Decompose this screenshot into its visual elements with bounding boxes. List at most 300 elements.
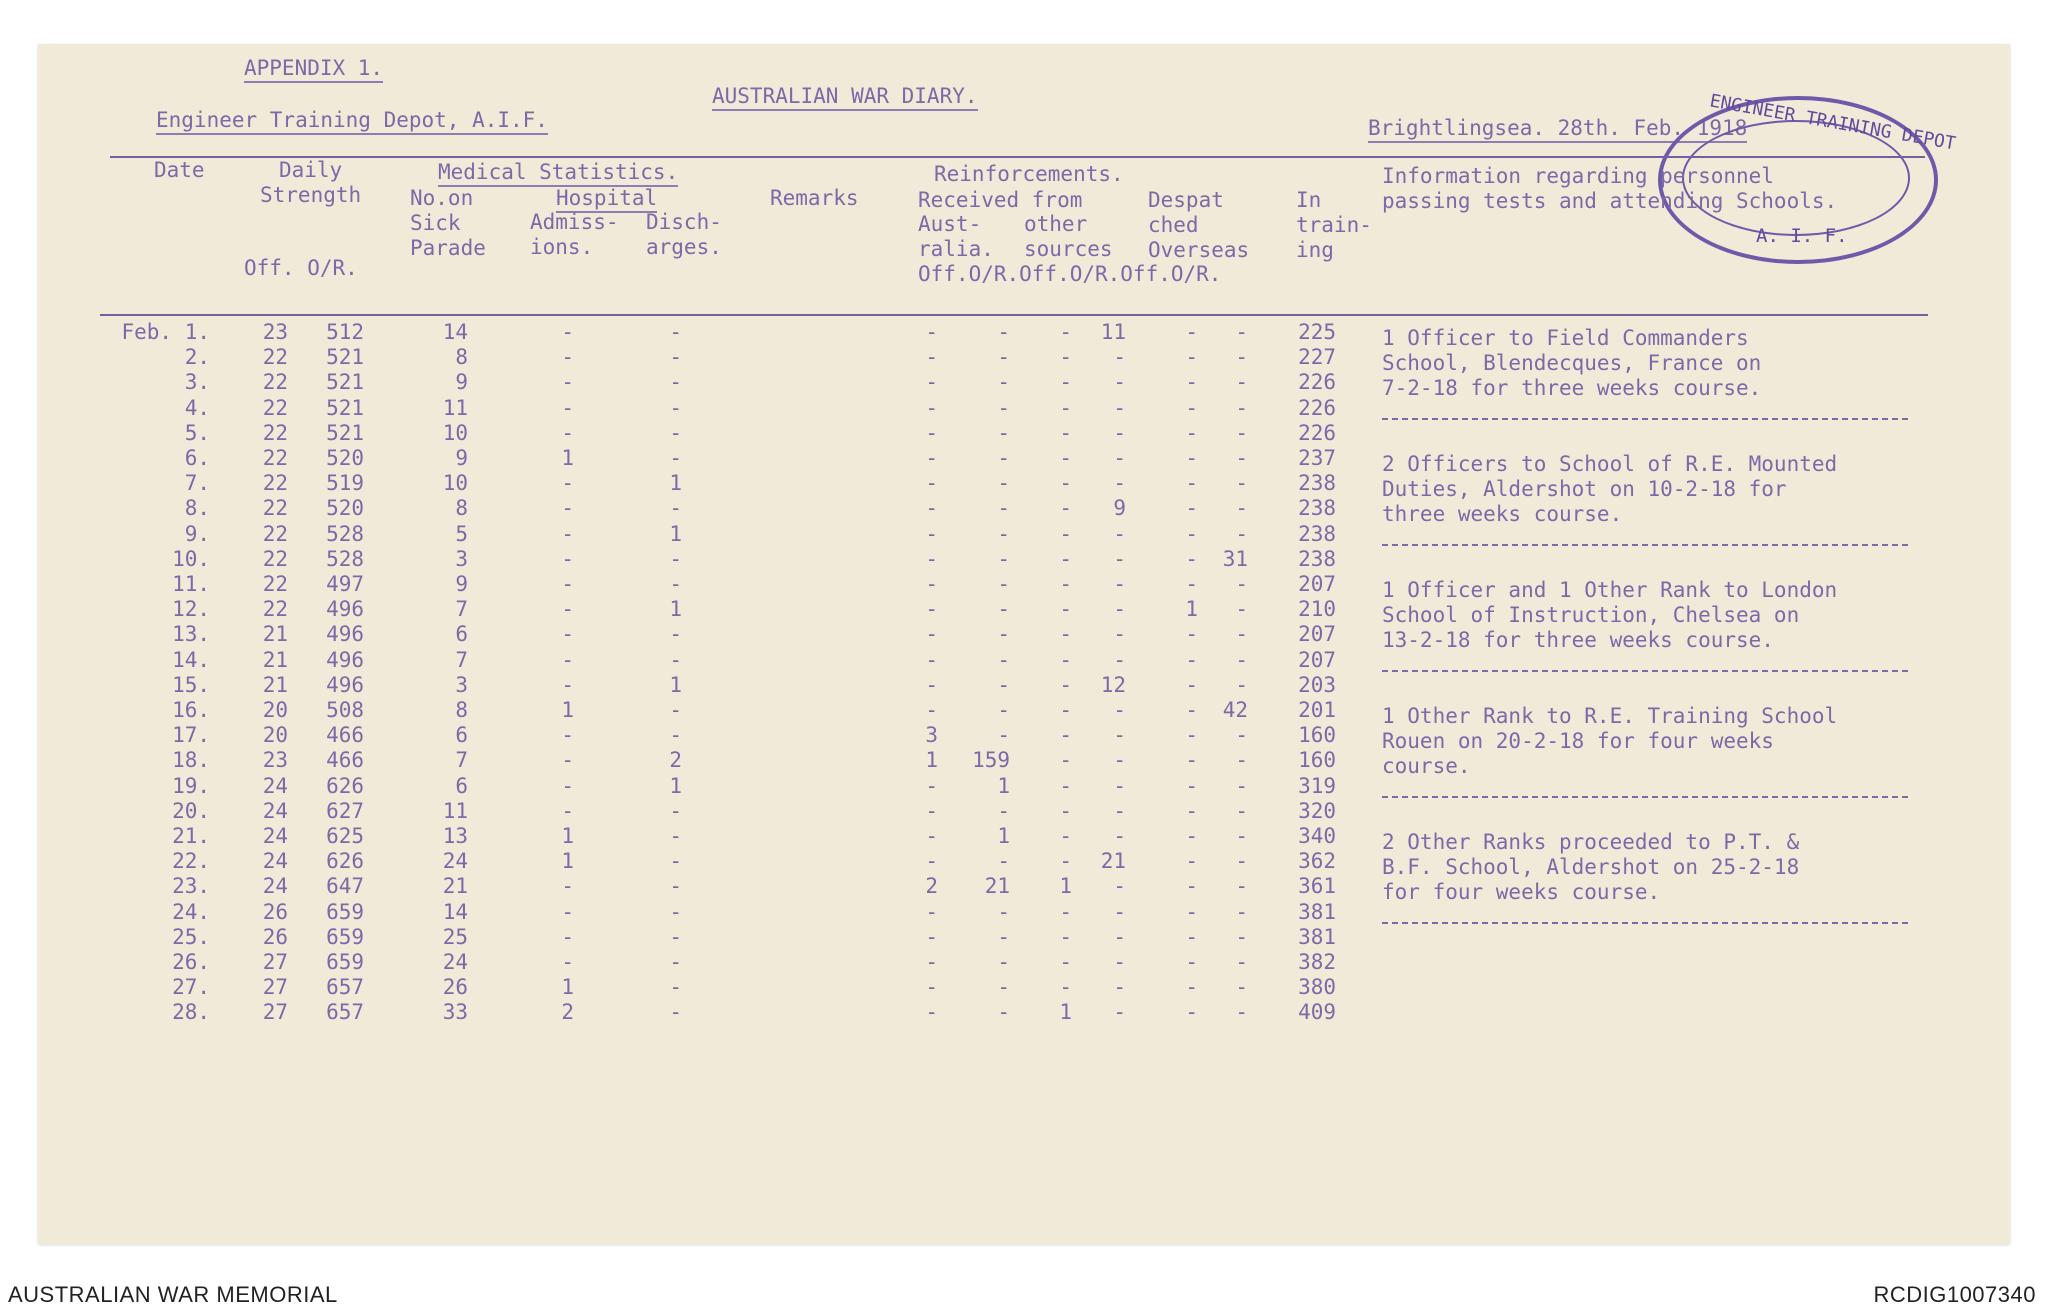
- col-other-sources: other sources: [1024, 212, 1113, 261]
- note-divider: [1382, 796, 1908, 798]
- discharges-cell: -: [669, 496, 682, 521]
- admissions-cell: -: [561, 496, 574, 521]
- desp-off-cell: -: [1185, 849, 1198, 874]
- admissions-cell: 2: [561, 1000, 574, 1025]
- admissions-cell: -: [561, 748, 574, 773]
- table-row: [0, 547, 1360, 572]
- appendix-label: APPENDIX 1.: [244, 56, 383, 83]
- desp-off-cell: -: [1185, 572, 1198, 596]
- in-training-cell: 238: [1298, 471, 1336, 496]
- in-training-cell: 210: [1298, 597, 1336, 622]
- desp-off-cell: -: [1185, 723, 1198, 748]
- aust-or-cell: 21: [984, 874, 1010, 899]
- date-cell: 22.: [172, 849, 210, 874]
- other-or-cell: -: [1113, 723, 1126, 748]
- other-ranks-cell: 647: [326, 874, 364, 899]
- sick-parade-cell: 11: [442, 798, 468, 823]
- sick-parade-cell: 6: [455, 622, 468, 647]
- desp-off-cell: -: [1185, 420, 1198, 445]
- other-off-cell: -: [1059, 320, 1072, 344]
- other-or-cell: -: [1113, 824, 1126, 848]
- aust-or-cell: -: [997, 899, 1010, 924]
- table-row: [0, 446, 1360, 471]
- aust-off-cell: -: [925, 899, 938, 924]
- other-off-cell: -: [1059, 647, 1072, 672]
- other-off-cell: 1: [1059, 1000, 1072, 1025]
- aust-off-cell: -: [925, 824, 938, 848]
- admissions-cell: 1: [561, 849, 574, 874]
- officers-cell: 23: [262, 748, 288, 773]
- in-training-cell: 238: [1298, 521, 1336, 546]
- date-cell: 26.: [172, 950, 210, 974]
- note-divider: [1382, 922, 1908, 924]
- other-off-cell: -: [1059, 672, 1072, 697]
- admissions-cell: 1: [561, 975, 574, 1000]
- sick-parade-cell: 5: [455, 521, 468, 546]
- aust-or-cell: -: [997, 420, 1010, 445]
- other-ranks-cell: 626: [326, 773, 364, 798]
- officers-cell: 24: [262, 849, 288, 874]
- other-ranks-cell: 496: [326, 622, 364, 647]
- sick-parade-cell: 14: [442, 320, 468, 344]
- in-training-cell: 319: [1298, 773, 1336, 798]
- other-ranks-cell: 521: [326, 395, 364, 420]
- sick-parade-cell: 3: [455, 546, 468, 571]
- desp-or-cell: -: [1235, 345, 1248, 370]
- table-row: [0, 320, 1360, 345]
- admissions-cell: -: [561, 723, 574, 748]
- aust-off-cell: -: [925, 471, 938, 496]
- officers-cell: 27: [262, 975, 288, 1000]
- aust-off-cell: -: [925, 798, 938, 823]
- table-row: [0, 748, 1360, 773]
- other-off-cell: -: [1059, 521, 1072, 546]
- other-off-cell: -: [1059, 975, 1072, 1000]
- date-cell: Feb. 1.: [121, 320, 210, 344]
- desp-or-cell: -: [1235, 597, 1248, 622]
- date-cell: 3.: [184, 370, 210, 395]
- officers-cell: 24: [262, 874, 288, 899]
- other-or-cell: -: [1113, 748, 1126, 773]
- desp-or-cell: 31: [1222, 546, 1248, 571]
- date-cell: 24.: [172, 899, 210, 924]
- sick-parade-cell: 7: [455, 597, 468, 622]
- other-or-cell: -: [1113, 446, 1126, 470]
- other-off-cell: -: [1059, 798, 1072, 823]
- stamp-bottom-text: A. I. F.: [1756, 225, 1848, 247]
- date-cell: 13.: [172, 622, 210, 647]
- aust-off-cell: -: [925, 597, 938, 622]
- discharges-cell: -: [669, 320, 682, 344]
- desp-off-cell: -: [1185, 320, 1198, 344]
- aust-or-cell: -: [997, 975, 1010, 1000]
- discharges-cell: -: [669, 420, 682, 445]
- desp-off-cell: -: [1185, 672, 1198, 697]
- in-training-cell: 361: [1298, 874, 1336, 899]
- table-row: [0, 522, 1360, 547]
- note-divider: [1382, 418, 1908, 420]
- aust-off-cell: -: [925, 975, 938, 1000]
- other-off-cell: -: [1059, 395, 1072, 420]
- other-off-cell: -: [1059, 849, 1072, 874]
- other-ranks-cell: 519: [326, 471, 364, 496]
- other-off-cell: -: [1059, 370, 1072, 395]
- in-training-cell: 226: [1298, 370, 1336, 395]
- header-bottom-rule: [100, 314, 1928, 316]
- other-or-cell: -: [1113, 773, 1126, 798]
- desp-off-cell: -: [1185, 874, 1198, 899]
- note-divider: [1382, 670, 1908, 672]
- desp-off-cell: -: [1185, 899, 1198, 924]
- other-or-cell: -: [1113, 924, 1126, 949]
- in-training-cell: 320: [1298, 798, 1336, 823]
- discharges-cell: -: [669, 899, 682, 924]
- date-cell: 5.: [184, 420, 210, 445]
- col-reinforcements: Reinforcements.: [934, 162, 1124, 186]
- desp-off-cell: -: [1185, 446, 1198, 470]
- admissions-cell: -: [561, 572, 574, 596]
- col-in-training: In train- ing: [1296, 188, 1372, 262]
- other-ranks-cell: 659: [326, 950, 364, 974]
- other-or-cell: -: [1113, 370, 1126, 395]
- desp-or-cell: -: [1235, 975, 1248, 1000]
- desp-off-cell: -: [1185, 622, 1198, 647]
- col-despatched: Despat ched Overseas: [1148, 188, 1250, 262]
- sick-parade-cell: 8: [455, 496, 468, 521]
- info-note: 1 Other Rank to R.E. Training School Rouen on 20-2-18 for four weeks course.: [1382, 704, 1838, 778]
- desp-or-cell: -: [1235, 395, 1248, 420]
- aust-off-cell: 1: [925, 748, 938, 773]
- aust-or-cell: 159: [972, 748, 1010, 773]
- admissions-cell: 1: [561, 824, 574, 848]
- date-cell: 7.: [184, 471, 210, 496]
- table-row: [0, 471, 1360, 496]
- other-off-cell: -: [1059, 824, 1072, 848]
- info-note: 1 Officer to Field Commanders School, Blendecques, France on 7-2-18 for three weeks course.: [1382, 326, 1762, 400]
- sick-parade-cell: 24: [442, 950, 468, 974]
- officers-cell: 23: [262, 320, 288, 344]
- table-row: [0, 799, 1360, 824]
- discharges-cell: -: [669, 1000, 682, 1025]
- officers-cell: 21: [262, 622, 288, 647]
- aust-or-cell: 1: [997, 773, 1010, 798]
- col-daily-strength: Daily Strength: [260, 158, 362, 207]
- other-off-cell: -: [1059, 924, 1072, 949]
- admissions-cell: -: [561, 471, 574, 496]
- aust-or-cell: -: [997, 723, 1010, 748]
- aust-off-cell: -: [925, 572, 938, 596]
- discharges-cell: -: [669, 723, 682, 748]
- date-cell: 15.: [172, 672, 210, 697]
- desp-off-cell: -: [1185, 924, 1198, 949]
- desp-off-cell: -: [1185, 370, 1198, 395]
- other-ranks-cell: 466: [326, 723, 364, 748]
- discharges-cell: 1: [669, 471, 682, 496]
- aust-or-cell: -: [997, 798, 1010, 823]
- in-training-cell: 160: [1298, 748, 1336, 773]
- other-off-cell: -: [1059, 420, 1072, 445]
- place-and-date: Brightlingsea. 28th. Feb. 1918: [1368, 116, 1747, 143]
- aust-or-cell: -: [997, 521, 1010, 546]
- aust-off-cell: -: [925, 370, 938, 395]
- sick-parade-cell: 10: [442, 420, 468, 445]
- in-training-cell: 380: [1298, 975, 1336, 1000]
- table-row: [0, 824, 1360, 849]
- discharges-cell: 2: [669, 748, 682, 773]
- sick-parade-cell: 26: [442, 975, 468, 1000]
- table-row: [0, 849, 1360, 874]
- note-divider: [1382, 544, 1908, 546]
- other-ranks-cell: 521: [326, 420, 364, 445]
- in-training-cell: 207: [1298, 622, 1336, 647]
- sick-parade-cell: 9: [455, 572, 468, 596]
- sick-parade-cell: 9: [455, 446, 468, 470]
- desp-off-cell: -: [1185, 546, 1198, 571]
- admissions-cell: -: [561, 345, 574, 370]
- other-or-cell: -: [1113, 345, 1126, 370]
- table-row: [0, 950, 1360, 975]
- desp-off-cell: -: [1185, 1000, 1198, 1025]
- aust-or-cell: -: [997, 849, 1010, 874]
- other-ranks-cell: 528: [326, 546, 364, 571]
- admissions-cell: -: [561, 798, 574, 823]
- desp-off-cell: -: [1185, 345, 1198, 370]
- desp-or-cell: -: [1235, 950, 1248, 974]
- officers-cell: 24: [262, 773, 288, 798]
- admissions-cell: 1: [561, 446, 574, 470]
- aust-or-cell: -: [997, 370, 1010, 395]
- aust-or-cell: -: [997, 546, 1010, 571]
- other-ranks-cell: 512: [326, 320, 364, 344]
- desp-off-cell: -: [1185, 824, 1198, 848]
- in-training-cell: 226: [1298, 395, 1336, 420]
- footer-source: AUSTRALIAN WAR MEMORIAL: [8, 1282, 338, 1307]
- desp-or-cell: -: [1235, 647, 1248, 672]
- aust-or-cell: -: [997, 446, 1010, 470]
- desp-off-cell: -: [1185, 395, 1198, 420]
- desp-or-cell: -: [1235, 824, 1248, 848]
- other-or-cell: -: [1113, 647, 1126, 672]
- desp-or-cell: -: [1235, 572, 1248, 596]
- officers-cell: 22: [262, 597, 288, 622]
- officers-cell: 22: [262, 471, 288, 496]
- desp-or-cell: -: [1235, 521, 1248, 546]
- aust-off-cell: 2: [925, 874, 938, 899]
- other-or-cell: -: [1113, 1000, 1126, 1025]
- other-off-cell: -: [1059, 723, 1072, 748]
- desp-off-cell: -: [1185, 521, 1198, 546]
- aust-off-cell: 3: [925, 723, 938, 748]
- aust-or-cell: 1: [997, 824, 1010, 848]
- other-ranks-cell: 659: [326, 924, 364, 949]
- discharges-cell: -: [669, 975, 682, 1000]
- date-cell: 10.: [172, 546, 210, 571]
- in-training-cell: 227: [1298, 345, 1336, 370]
- officers-cell: 24: [262, 824, 288, 848]
- date-cell: 4.: [184, 395, 210, 420]
- desp-off-cell: -: [1185, 798, 1198, 823]
- aust-off-cell: -: [925, 1000, 938, 1025]
- sick-parade-cell: 3: [455, 672, 468, 697]
- other-or-cell: -: [1113, 395, 1126, 420]
- officers-cell: 22: [262, 345, 288, 370]
- officers-cell: 22: [262, 521, 288, 546]
- aust-off-cell: -: [925, 420, 938, 445]
- aust-off-cell: -: [925, 950, 938, 974]
- aust-or-cell: -: [997, 698, 1010, 722]
- col-discharges: Disch- arges.: [646, 210, 722, 259]
- aust-or-cell: -: [997, 950, 1010, 974]
- date-cell: 9.: [184, 521, 210, 546]
- date-cell: 12.: [172, 597, 210, 622]
- other-off-cell: -: [1059, 597, 1072, 622]
- desp-or-cell: -: [1235, 420, 1248, 445]
- officers-cell: 22: [262, 572, 288, 596]
- date-cell: 18.: [172, 748, 210, 773]
- officers-cell: 27: [262, 1000, 288, 1025]
- officers-cell: 22: [262, 446, 288, 470]
- desp-or-cell: -: [1235, 672, 1248, 697]
- other-or-cell: -: [1113, 622, 1126, 647]
- other-or-cell: -: [1113, 874, 1126, 899]
- other-or-cell: -: [1113, 597, 1126, 622]
- admissions-cell: -: [561, 546, 574, 571]
- aust-off-cell: -: [925, 345, 938, 370]
- info-note: 2 Officers to School of R.E. Mounted Duties, Aldershot on 10-2-18 for three weeks course.: [1382, 452, 1838, 526]
- desp-or-cell: -: [1235, 874, 1248, 899]
- table-row: [0, 622, 1360, 647]
- aust-off-cell: -: [925, 446, 938, 470]
- in-training-cell: 381: [1298, 899, 1336, 924]
- other-or-cell: -: [1113, 899, 1126, 924]
- col-received-from: Received from: [918, 188, 1083, 212]
- sick-parade-cell: 6: [455, 723, 468, 748]
- table-row: [0, 975, 1360, 1000]
- other-or-cell: -: [1113, 546, 1126, 571]
- in-training-cell: 207: [1298, 572, 1336, 596]
- col-hospital: Hospital: [556, 186, 657, 213]
- col-sub-off-or: Off.O/R.Off.O/R.Off.O/R.: [918, 262, 1222, 286]
- other-off-cell: -: [1059, 622, 1072, 647]
- other-ranks-cell: 657: [326, 1000, 364, 1025]
- desp-off-cell: -: [1185, 975, 1198, 1000]
- table-row: [0, 1000, 1360, 1025]
- other-ranks-cell: 659: [326, 899, 364, 924]
- officers-cell: 21: [262, 647, 288, 672]
- desp-or-cell: -: [1235, 899, 1248, 924]
- officers-cell: 20: [262, 698, 288, 722]
- other-ranks-cell: 528: [326, 521, 364, 546]
- discharges-cell: -: [669, 546, 682, 571]
- table-row: [0, 874, 1360, 899]
- desp-off-cell: -: [1185, 748, 1198, 773]
- other-or-cell: -: [1113, 420, 1126, 445]
- in-training-cell: 340: [1298, 824, 1336, 848]
- discharges-cell: -: [669, 345, 682, 370]
- other-off-cell: -: [1059, 698, 1072, 722]
- discharges-cell: -: [669, 647, 682, 672]
- officers-cell: 22: [262, 395, 288, 420]
- in-training-cell: 225: [1298, 320, 1336, 344]
- aust-off-cell: -: [925, 622, 938, 647]
- col-medical-statistics: Medical Statistics.: [438, 160, 678, 187]
- aust-off-cell: -: [925, 672, 938, 697]
- table-row: [0, 648, 1360, 673]
- footer-id: RCDIG1007340: [1873, 1282, 2036, 1307]
- sick-parade-cell: 7: [455, 647, 468, 672]
- in-training-cell: 382: [1298, 950, 1336, 974]
- other-off-cell: -: [1059, 950, 1072, 974]
- desp-off-cell: -: [1185, 471, 1198, 496]
- desp-or-cell: -: [1235, 849, 1248, 874]
- aust-or-cell: -: [997, 345, 1010, 370]
- date-cell: 2.: [184, 345, 210, 370]
- in-training-cell: 238: [1298, 496, 1336, 521]
- in-training-cell: 362: [1298, 849, 1336, 874]
- other-ranks-cell: 627: [326, 798, 364, 823]
- other-off-cell: -: [1059, 899, 1072, 924]
- desp-or-cell: -: [1235, 370, 1248, 395]
- other-ranks-cell: 521: [326, 370, 364, 395]
- desp-or-cell: -: [1235, 496, 1248, 521]
- discharges-cell: -: [669, 874, 682, 899]
- other-or-cell: 11: [1100, 320, 1126, 344]
- desp-off-cell: -: [1185, 698, 1198, 722]
- admissions-cell: -: [561, 395, 574, 420]
- aust-off-cell: -: [925, 773, 938, 798]
- col-australia: Aust- ralia.: [918, 212, 994, 261]
- discharges-cell: 1: [669, 672, 682, 697]
- unit-name: Engineer Training Depot, A.I.F.: [156, 108, 548, 135]
- other-off-cell: -: [1059, 471, 1072, 496]
- aust-off-cell: -: [925, 924, 938, 949]
- other-or-cell: -: [1113, 950, 1126, 974]
- desp-or-cell: -: [1235, 748, 1248, 773]
- admissions-cell: -: [561, 370, 574, 395]
- aust-off-cell: -: [925, 496, 938, 521]
- table-row: [0, 345, 1360, 370]
- other-off-cell: -: [1059, 496, 1072, 521]
- stamp-top-text: ENGINEER TRAINING DEPOT: [1708, 90, 1958, 155]
- in-training-cell: 160: [1298, 723, 1336, 748]
- admissions-cell: -: [561, 672, 574, 697]
- sick-parade-cell: 21: [442, 874, 468, 899]
- date-cell: 27.: [172, 975, 210, 1000]
- officers-cell: 27: [262, 950, 288, 974]
- other-or-cell: 9: [1113, 496, 1126, 521]
- other-off-cell: -: [1059, 773, 1072, 798]
- info-note: 2 Other Ranks proceeded to P.T. & B.F. School, Aldershot on 25-2-18 for four weeks course.: [1382, 830, 1800, 904]
- officers-cell: 22: [262, 420, 288, 445]
- admissions-cell: 1: [561, 698, 574, 722]
- other-ranks-cell: 520: [326, 496, 364, 521]
- col-remarks: Remarks: [770, 186, 859, 210]
- officers-cell: 24: [262, 798, 288, 823]
- other-or-cell: -: [1113, 572, 1126, 596]
- discharges-cell: 1: [669, 521, 682, 546]
- aust-off-cell: -: [925, 521, 938, 546]
- admissions-cell: -: [561, 320, 574, 344]
- discharges-cell: -: [669, 924, 682, 949]
- aust-or-cell: -: [997, 395, 1010, 420]
- discharges-cell: 1: [669, 773, 682, 798]
- table-row: [0, 572, 1360, 597]
- other-or-cell: -: [1113, 975, 1126, 1000]
- diary-title: AUSTRALIAN WAR DIARY.: [712, 84, 978, 111]
- desp-off-cell: -: [1185, 950, 1198, 974]
- in-training-cell: 381: [1298, 924, 1336, 949]
- table-row: [0, 774, 1360, 799]
